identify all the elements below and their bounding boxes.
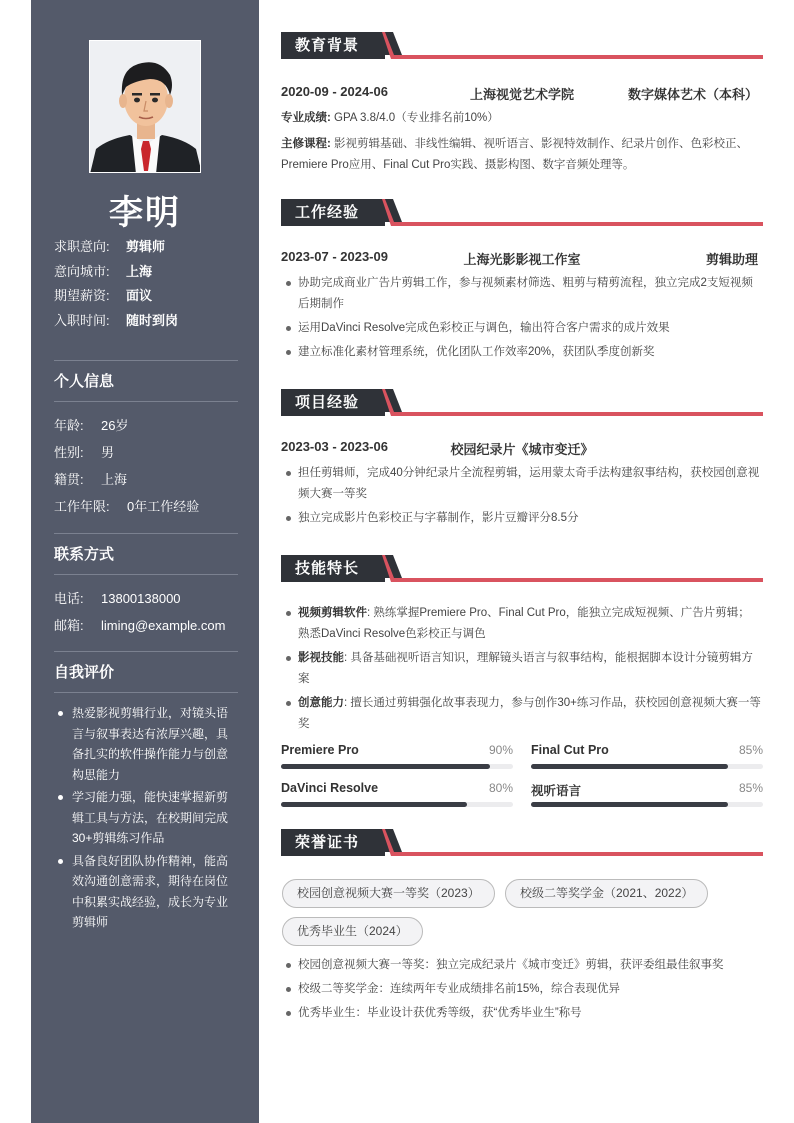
email-row: 邮箱: liming@example.com — [54, 618, 226, 633]
section-title: 教育背景 — [295, 37, 360, 54]
skill-track — [531, 802, 763, 807]
project-header — [281, 389, 763, 419]
section-title: 荣誉证书 — [295, 834, 360, 851]
skill-track — [531, 764, 763, 769]
list-item: 运用DaVinci Resolve完成色彩校正与调色，输出符合客户需求的成片效果 — [281, 318, 761, 339]
honors-header — [281, 829, 763, 859]
job-intent — [54, 236, 178, 334]
skill-percent: 85% — [738, 781, 763, 795]
list-item: 担任剪辑师，完成40分钟纪录片全流程剪辑，运用蒙太奇手法构建叙事结构，获校园创意视频大赛一等奖 — [281, 463, 761, 505]
courses-line: 主修课程: 影视剪辑基础、非线性编辑、视听语言、影视特效制作、纪录片创作、色彩校正、Premiere Pro应用、Final Cut Pro实践、摄影构图、数字音频处理等。 — [281, 138, 749, 171]
profile-photo — [89, 40, 201, 173]
personal-info-section — [54, 360, 238, 520]
skill-percent: 90% — [488, 743, 513, 757]
skill-bar — [281, 743, 513, 773]
section-title: 项目经验 — [295, 394, 360, 411]
skill-fill — [531, 764, 728, 769]
skill-fill — [281, 802, 467, 807]
skill-name: Premiere Pro — [281, 743, 359, 757]
list-item: 优秀毕业生：毕业设计获优秀等级，获“优秀毕业生”称号 — [281, 1003, 761, 1024]
honor-chip: 校级二等奖学金（2021、2022） — [505, 879, 708, 908]
skill-percent: 85% — [738, 743, 763, 757]
self-eval-list — [54, 703, 238, 933]
intent-row: 求职意向: 剪辑师 — [54, 239, 166, 254]
skill-track — [281, 802, 513, 807]
education-header — [281, 32, 763, 62]
skill-name: DaVinci Resolve — [281, 781, 379, 795]
candidate-name: 李明 — [109, 194, 181, 232]
intent-row: 入职时间: 随时到岗 — [54, 312, 179, 328]
skill-track — [281, 764, 513, 769]
contact-title: 联系方式 — [54, 533, 238, 575]
list-item: 独立完成影片色彩校正与字幕制作，影片豆瓣评分8.5分 — [281, 508, 761, 529]
list-item: 影视技能: 具备基础视听语言知识，理解镜头语言与叙事结构，能根据脚本设计分镜剪辑方案 — [281, 648, 761, 690]
honor-chip: 优秀毕业生（2024） — [282, 917, 423, 946]
info-row: 工作年限: 0年工作经验 — [54, 499, 200, 514]
skills-header — [281, 555, 763, 585]
skill-name: 视听语言 — [531, 784, 582, 798]
info-row: 籍贯: 上海 — [54, 472, 128, 487]
sidebar — [31, 0, 259, 1123]
skill-bar — [281, 781, 513, 811]
contact-section — [54, 533, 238, 639]
section-title: 技能特长 — [295, 560, 360, 577]
info-row: 性别: 男 — [54, 445, 115, 460]
skill-bar — [531, 781, 763, 811]
project-list — [281, 463, 761, 532]
gpa-line: 专业成绩: GPA 3.8/4.0（专业排名前10%） — [281, 112, 499, 124]
list-item: 创意能力: 擅长通过剪辑强化故事表现力，参与创作30+练习作品，获校园创意视频大赛一等奖 — [281, 693, 761, 735]
skills-list — [281, 603, 761, 738]
intent-row: 期望薪资: 面议 — [54, 288, 153, 303]
list-item: 校园创意视频大赛一等奖：独立完成纪录片《城市变迁》剪辑，获评委组最佳叙事奖 — [281, 955, 761, 976]
list-item: 视频剪辑软件: 熟练掌握Premiere Pro、Final Cut Pro，能独立完成短视频、广告片剪辑；熟悉DaVinci Resolve色彩校正与调色 — [281, 603, 761, 645]
work-header — [281, 199, 763, 229]
info-row: 年龄: 26岁 — [54, 418, 129, 433]
intent-row: 意向城市: 上海 — [54, 263, 153, 279]
self-eval-section — [54, 651, 238, 935]
list-item: 建立标准化素材管理系统，优化团队工作效率20%，获团队季度创新奖 — [281, 342, 761, 363]
list-item: 校级二等奖学金：连续两年专业成绩排名前15%，综合表现优异 — [281, 979, 761, 1000]
list-item: 学习能力强，能快速掌握新剪辑工具与方法，在校期间完成30+剪辑练习作品 — [54, 787, 238, 849]
section-title: 工作经验 — [295, 204, 360, 221]
honors-list — [281, 955, 761, 1027]
list-item: 具备良好团队协作精神，能高效沟通创意需求，期待在岗位中积累实战经验，成长为专业剪辑师 — [54, 851, 238, 933]
self-eval-title: 自我评价 — [54, 651, 238, 693]
phone-row: 电话: 13800138000 — [54, 591, 181, 606]
personal-info-title: 个人信息 — [54, 360, 238, 402]
avatar-illustration — [90, 41, 201, 173]
work-list — [281, 273, 761, 366]
list-item: 热爱影视剪辑行业，对镜头语言与叙事表达有浓厚兴趣，具备扎实的软件操作能力与创意构思能力 — [54, 703, 238, 785]
skill-name: Final Cut Pro — [531, 743, 609, 757]
skill-percent: 80% — [488, 781, 513, 795]
skill-bar — [531, 743, 763, 773]
skill-fill — [281, 764, 490, 769]
honor-chip: 校园创意视频大赛一等奖（2023） — [282, 879, 495, 908]
skill-fill — [531, 802, 728, 807]
list-item: 协助完成商业广告片剪辑工作，参与视频素材筛选、粗剪与精剪流程，独立完成2支短视频后期制作 — [281, 273, 761, 315]
